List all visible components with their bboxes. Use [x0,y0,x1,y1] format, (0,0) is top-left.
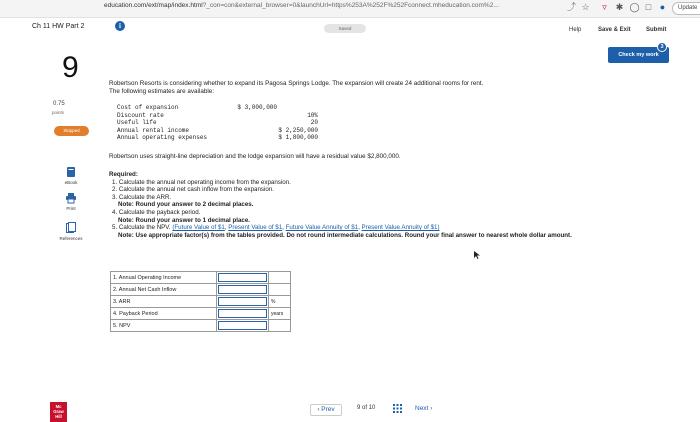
answer-unit [269,320,291,332]
help-link[interactable]: Help [569,27,582,33]
requirement-5-note: Note: Use appropriate factor(s) from the tables provided. Do not round intermediate calculations. Round your final answer to nearest whole dollar amount. [118,231,572,239]
url-path: ?_con=con&external_browser=0&launchUrl=https%253A%252F%252Fconnect.mheducation.com%2... [202,2,499,9]
answer-cell[interactable] [217,272,269,284]
references-label: References [59,236,83,241]
profile-icon[interactable]: ● [659,2,666,12]
status-badge: Skipped [54,126,89,136]
estimate-row [117,104,332,112]
answer-row [111,320,291,332]
question-counter [357,405,375,411]
estimate-label: Useful life [117,119,157,126]
estimate-row [117,127,332,135]
answer-label: 4. Payback Period [111,308,217,320]
share-icon[interactable]: ⤴ [566,2,576,12]
estimate-label: Annual operating expenses [117,134,208,141]
requirement-3: 3. Calculate the ARR. [112,193,172,201]
grid-view-icon[interactable] [393,404,402,413]
answer-row [111,284,291,296]
present-value-link[interactable]: Present Value of $1 [228,224,283,232]
print-tool[interactable] [51,192,91,211]
requirement-5: 5. Calculate the NPV. (Future Value of $1, Present Value of $1, Future Value Annuity of $1, Present Value Annuity of $1) [112,224,440,232]
future-value-link[interactable]: (Future Value of $1 [172,224,225,232]
payback-period-input[interactable] [218,309,267,318]
requirement-1: 1. Calculate the annual net operating income from the expansion. [112,178,291,186]
answer-row [111,296,291,308]
answer-cell[interactable] [217,308,269,320]
references-icon [65,222,77,234]
depreciation-note: Robertson uses straight-line depreciation and the lodge expansion will have a residual value $2,800,000. [109,153,401,160]
url-domain: education.com/ext/map/index.html [104,2,203,9]
estimates-table [117,104,332,142]
logo-line: Hill [55,414,62,419]
answer-row [111,272,291,284]
url-text[interactable] [104,2,559,9]
ebook-tool[interactable] [51,166,91,185]
browser-url-bar[interactable] [0,0,700,18]
next-label: Next [415,405,429,412]
estimate-value: 10% [307,111,318,119]
points-value: 0.75 [53,101,65,107]
info-icon[interactable]: i [115,21,125,31]
arr-input[interactable] [218,297,267,306]
bookmark-star-icon[interactable]: ☆ [581,2,590,12]
extension-icon[interactable]: ▿ [602,2,607,12]
current-question: 9 [357,405,361,411]
required-heading: Required: [109,171,138,178]
estimate-label: Annual rental income [117,126,190,134]
estimate-row [117,119,332,127]
requirement-5-text: 5. Calculate the NPV. [112,224,173,232]
answer-label: 2. Annual Net Cash Inflow [111,284,217,296]
app-header [0,19,700,40]
submit-button[interactable]: Submit [646,27,667,33]
requirement-2: 2. Calculate the annual net cash inflow from the expansion. [112,186,275,194]
estimate-value: 20 [310,119,318,126]
requirements [109,171,579,239]
answer-label: 5. NPV [111,320,217,332]
logo-line: Graw [53,409,64,414]
mouse-cursor-icon [474,251,480,259]
references-tool[interactable] [51,222,91,241]
estimate-row [117,112,332,120]
estimate-label: Cost of expansion [117,104,179,111]
answer-cell[interactable] [217,320,269,332]
tab-icon[interactable]: ◯ [629,2,640,12]
answer-label: 1. Annual Operating Income [111,272,217,284]
answer-unit: % [269,296,291,308]
problem-intro [109,80,609,96]
question-number: 9 [62,51,79,84]
prev-button[interactable] [310,404,342,416]
check-attempts-badge: 3 [657,42,667,52]
operating-income-input[interactable] [218,273,267,282]
total-questions: 10 [368,405,376,411]
prev-label: Prev [321,406,335,413]
estimate-value: $ 1,800,000 [278,134,318,141]
present-value-annuity-link[interactable]: Present Value Annuity of $1) [361,224,440,232]
answer-cell[interactable] [217,284,269,296]
counter-of: of [362,405,368,411]
answer-unit: years [269,308,291,320]
chevron-left-icon: ‹ [317,406,320,413]
points-label: points [52,110,65,115]
save-exit-button[interactable]: Save & Exit [598,27,631,33]
assignment-title: Ch 11 HW Part 2 [32,23,85,30]
answer-cell[interactable] [217,296,269,308]
answer-unit [269,284,291,296]
estimate-value: $ 3,000,000 [237,104,277,111]
print-label: Print [66,206,76,211]
ebook-label: eBook [64,180,78,185]
ebook-icon [65,166,77,178]
window-icon[interactable]: □ [645,2,652,12]
check-my-work-button[interactable]: Check my work [608,47,669,63]
logo-line: Mc [55,404,62,409]
mcgraw-hill-logo [50,402,67,422]
intro-line: The following estimates are available: [109,88,215,95]
answer-unit [269,272,291,284]
requirement-4: 4. Calculate the payback period. [112,208,201,216]
net-cash-inflow-input[interactable] [218,285,267,294]
update-button[interactable]: Update [672,2,700,15]
saved-status: Saved [324,24,366,33]
requirement-3-note: Note: Round your answer to 2 decimal places. [118,201,254,209]
estimate-row [117,134,332,142]
intro-line: Robertson Resorts is considering whether to expand its Pagosa Springs Lodge. The expansion will create 24 additional rooms for rent. [109,80,484,87]
answer-label: 3. ARR [111,296,217,308]
print-icon [65,192,77,204]
npv-input[interactable] [218,321,267,330]
next-button[interactable] [415,404,449,416]
requirement-4-note: Note: Round your answer to 1 decimal place. [118,216,251,224]
answer-row [111,308,291,320]
estimate-value: $ 2,250,000 [278,126,318,134]
puzzle-icon[interactable]: ✱ [615,2,624,12]
answer-table [110,271,291,332]
future-value-annuity-link[interactable]: Future Value Annuity of $1 [285,224,359,232]
chevron-right-icon: › [430,405,433,412]
estimate-label: Discount rate [117,111,164,119]
